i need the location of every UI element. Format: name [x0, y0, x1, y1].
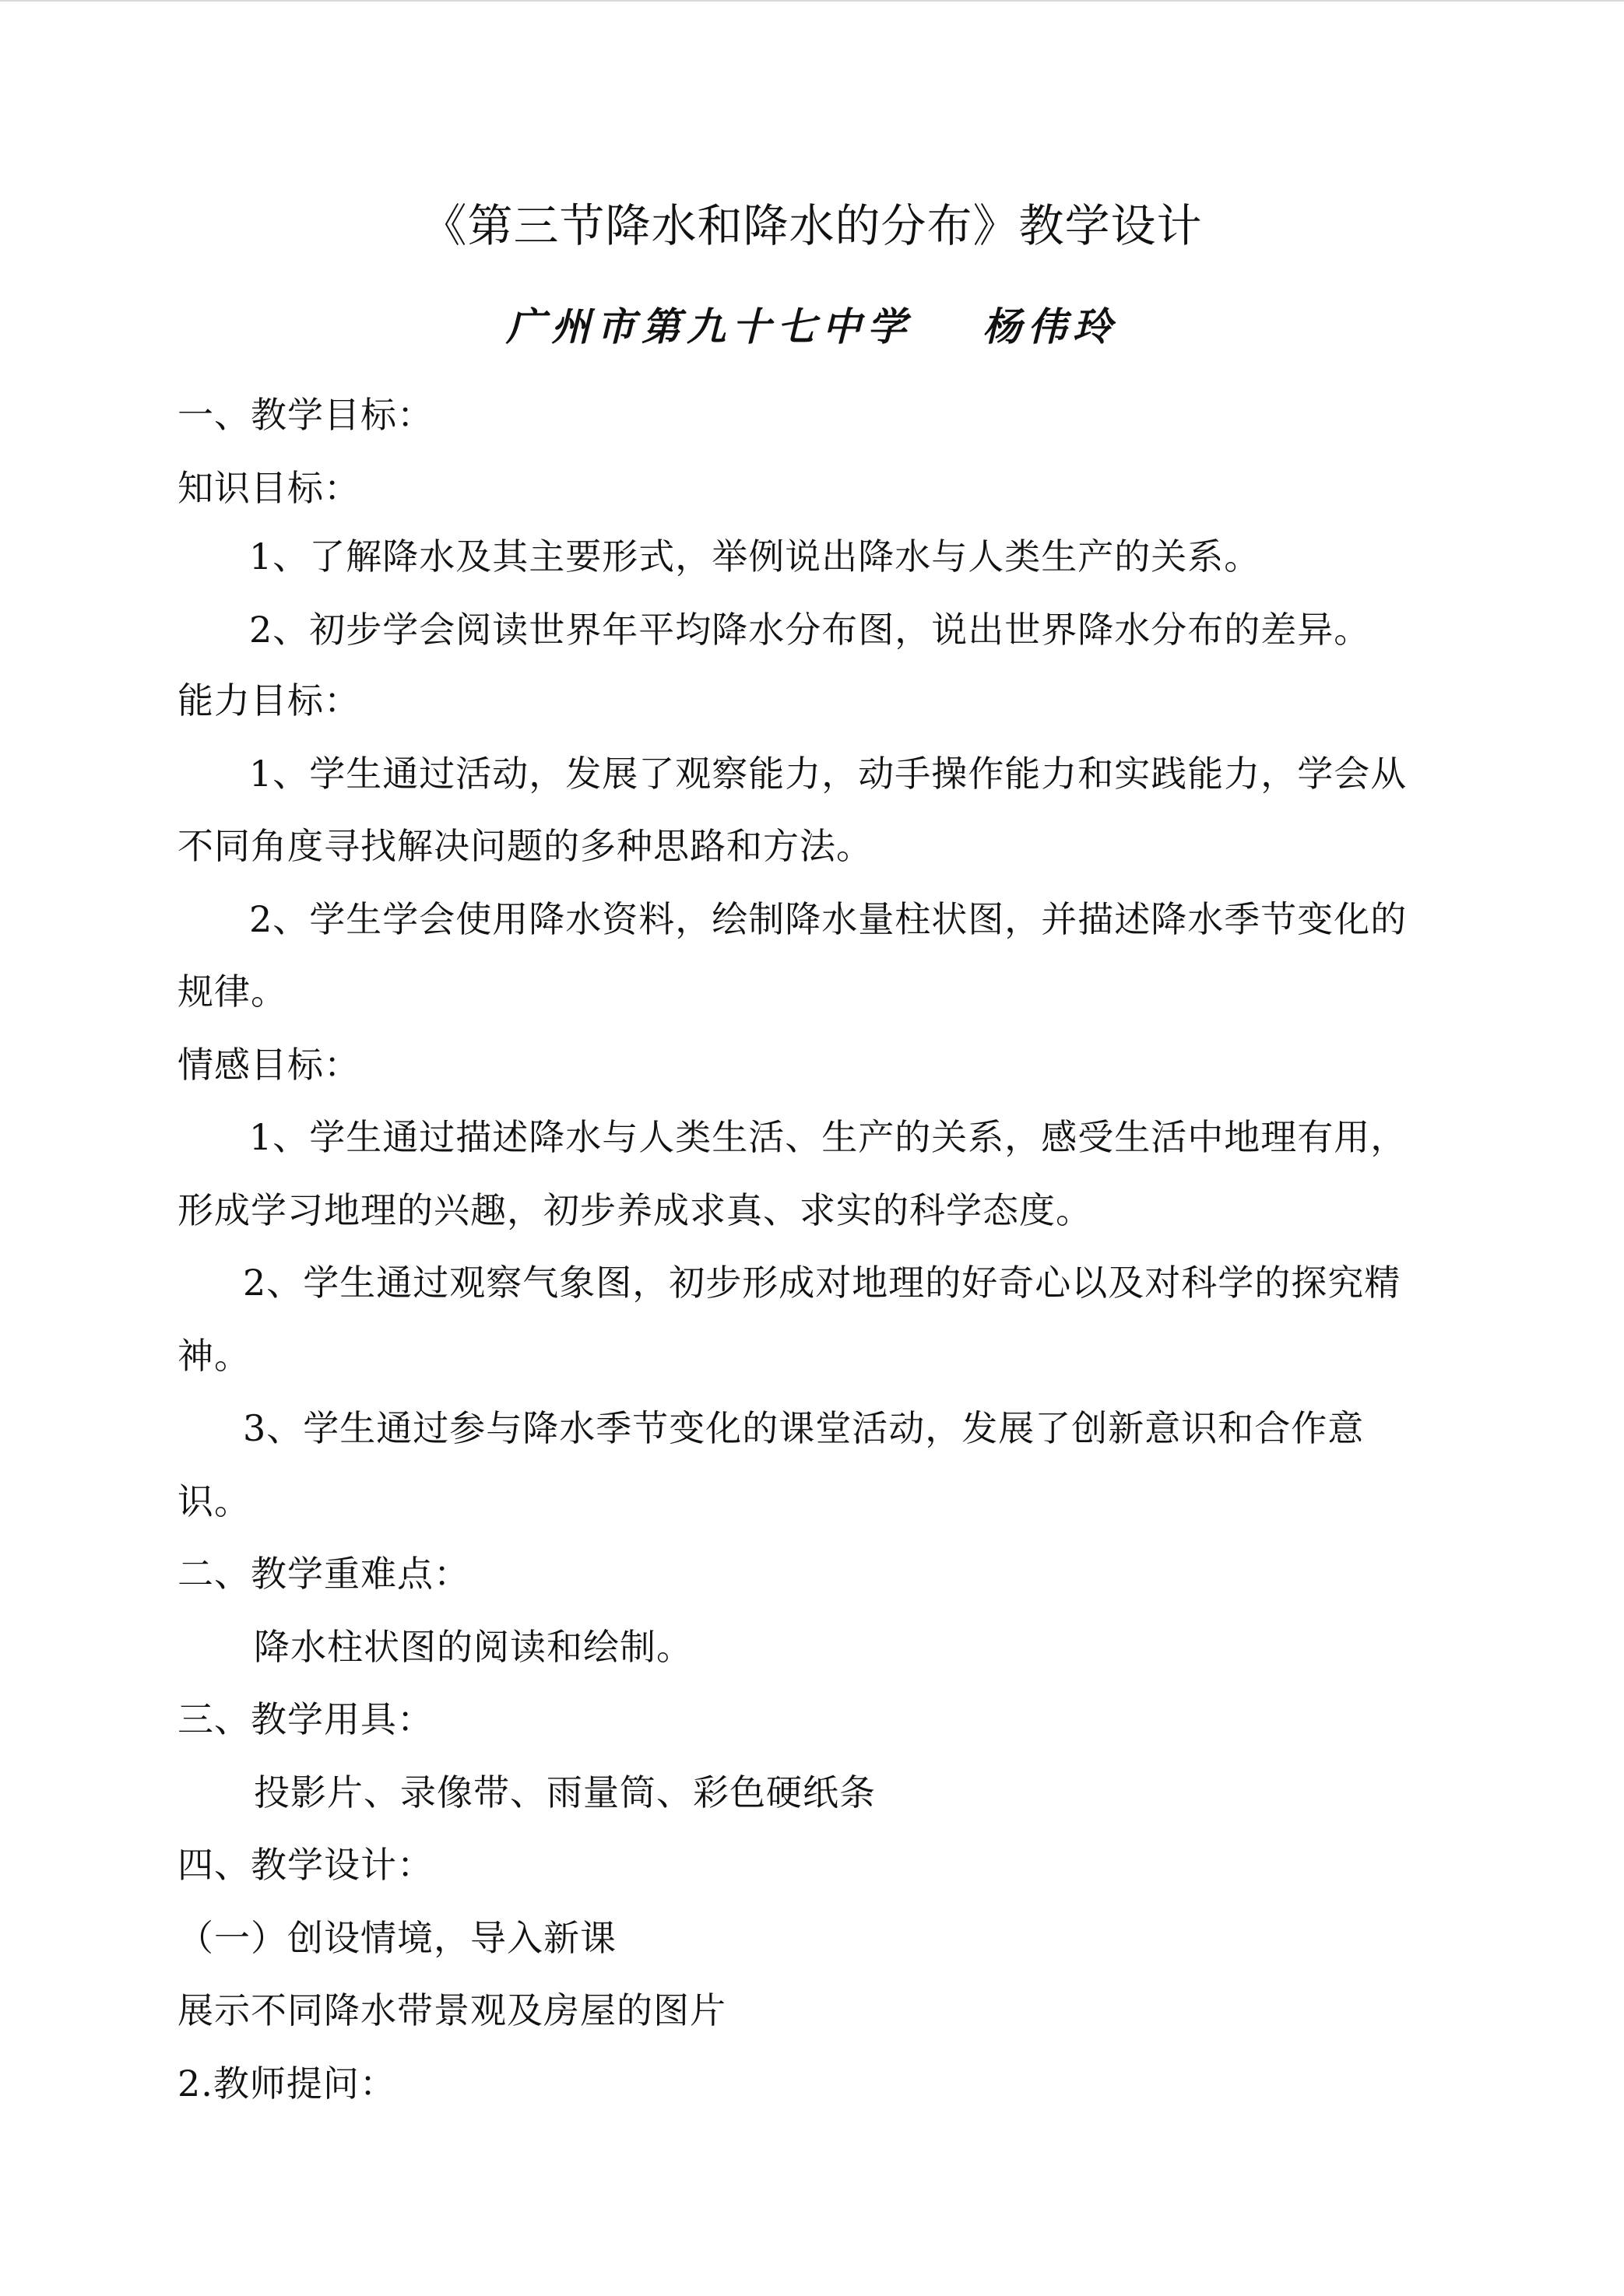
paragraph-line: 2、学生学会使用降水资料，绘制降水量柱状图，并描述降水季节变化的 — [249, 898, 1408, 940]
author-line — [0, 296, 1624, 358]
section-heading-tools: 三、教学用具： — [178, 1698, 434, 1740]
paragraph-line: 展示不同降水带景观及房屋的图片 — [178, 1989, 726, 2031]
paragraph-line: 识。 — [178, 1480, 251, 1522]
paragraph-line: 神。 — [178, 1335, 251, 1377]
subheading-step-one: （一）创设情境，导入新课 — [178, 1917, 617, 1959]
paragraph-line: 1、了解降水及其主要形式，举例说出降水与人类生产的关系。 — [249, 535, 1261, 578]
paragraph-line: 投影片、录像带、雨量筒、彩色硬纸条 — [254, 1771, 876, 1813]
paragraph-line: 降水柱状图的阅读和绘制。 — [254, 1626, 693, 1668]
document-title: 《第三节降水和降水的分布》教学设计 — [421, 199, 1203, 252]
paragraph-line: 2、初步学会阅读世界年平均降水分布图，说出世界降水分布的差异。 — [249, 609, 1371, 651]
section-heading-design: 四、教学设计： — [178, 1844, 434, 1886]
paragraph-line: 3、学生通过参与降水季节变化的课堂活动，发展了创新意识和合作意 — [243, 1407, 1365, 1449]
author-name: 杨伟玲 — [982, 304, 1118, 349]
subheading-knowledge: 知识目标： — [178, 467, 360, 509]
author-school: 广州市第九十七中学 — [506, 304, 912, 349]
section-heading-objectives: 一、教学目标： — [178, 394, 434, 436]
paragraph-line: 1、学生通过描述降水与人类生活、生产的关系，感受生活中地理有用， — [249, 1116, 1408, 1158]
paragraph-line: 规律。 — [178, 971, 287, 1013]
paragraph-line: 2.教师提问： — [178, 2063, 396, 2105]
paragraph-line: 1、学生通过活动，发展了观察能力，动手操作能力和实践能力，学会从 — [249, 753, 1408, 795]
subheading-ability: 能力目标： — [178, 679, 360, 721]
section-heading-key-points: 二、教学重难点： — [178, 1553, 470, 1595]
paragraph-line: 形成学习地理的兴趣，初步养成求真、求实的科学态度。 — [178, 1189, 1092, 1231]
subheading-emotion: 情感目标： — [178, 1044, 360, 1086]
paragraph-line: 2、学生通过观察气象图，初步形成对地理的好奇心以及对科学的探究精 — [243, 1262, 1401, 1304]
paragraph-line: 不同角度寻找解决问题的多种思路和方法。 — [178, 825, 873, 867]
